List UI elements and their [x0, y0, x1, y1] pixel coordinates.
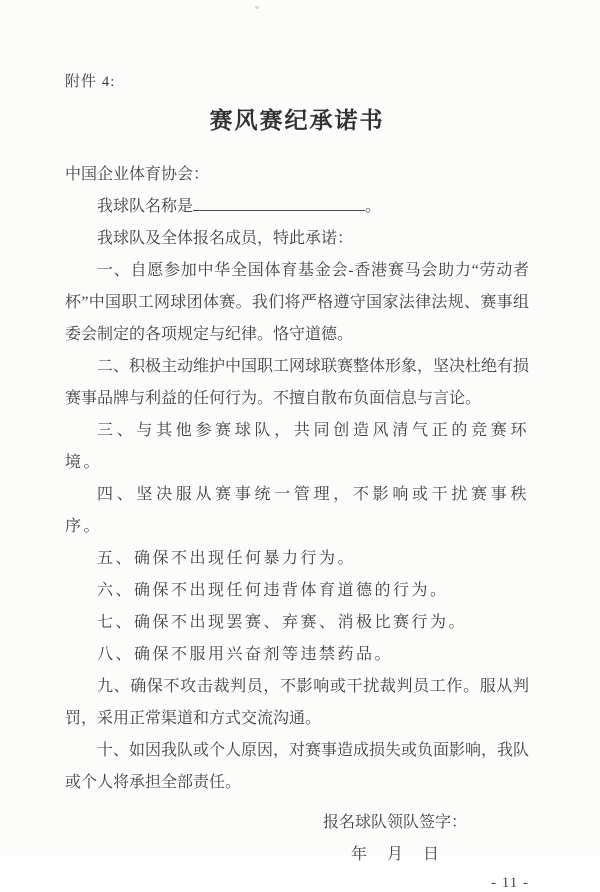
pledge-item-8: 八、确保不服用兴奋剂等违禁药品。 — [97, 646, 394, 663]
pledge-item-2: 二、积极主动维护中国职工网球联赛整体形象，坚决杜绝有损赛事品牌与利益的任何行为。不擅自散布负面信息与言论。 — [65, 358, 530, 407]
document-content — [65, 0, 529, 892]
pledge-item-6: 六、确保不出现任何违背体育道德的行为。 — [97, 582, 449, 599]
document-body — [65, 159, 529, 799]
document-title: 赛风赛纪承诺书 — [209, 108, 385, 133]
pledge-item-1: 一、自愿参加中华全国体育基金会-香港赛马会助力“劳动者杯”中国职工网球团体赛。我们将严格遵守国家法律法规、赛事组委会制定的各项规定与纪律。恪守道德。 — [65, 262, 529, 343]
team-name-suffix: 。 — [365, 198, 382, 215]
pledge-item-3: 三、与其他参赛球队，共同创造风清气正的竞赛环境。 — [65, 422, 529, 471]
team-name-line — [65, 191, 529, 223]
pledge-item-5: 五、确保不出现任何暴力行为。 — [97, 550, 357, 567]
team-name-prefix: 我球队名称是 — [97, 198, 194, 215]
team-name-blank-field — [193, 193, 365, 211]
pledge-intro: 我球队及全体报名成员，特此承诺： — [97, 230, 354, 247]
pledge-item-10: 十、如因我队或个人原因，对赛事造成损失或负面影响，我队或个人将承担全部责任。 — [65, 742, 530, 791]
pledge-item-7: 七、确保不出现罢赛、弃赛、消极比赛行为。 — [97, 614, 468, 631]
attachment-label: 附件 4: — [65, 74, 116, 90]
pledge-item-9: 九、确保不攻击裁判员，不影响或干扰裁判员工作。服从判罚，采用正常渠道和方式交流沟通。 — [65, 678, 529, 727]
page-number: - 11 - — [491, 875, 529, 891]
pledge-item-4: 四、坚决服从赛事统一管理，不影响或干扰赛事秩序。 — [65, 486, 529, 535]
date-line: 年 月 日 — [350, 846, 441, 863]
signature-label: 报名球队领队签字： — [322, 814, 467, 831]
salutation: 中国企业体育协会： — [65, 166, 210, 183]
